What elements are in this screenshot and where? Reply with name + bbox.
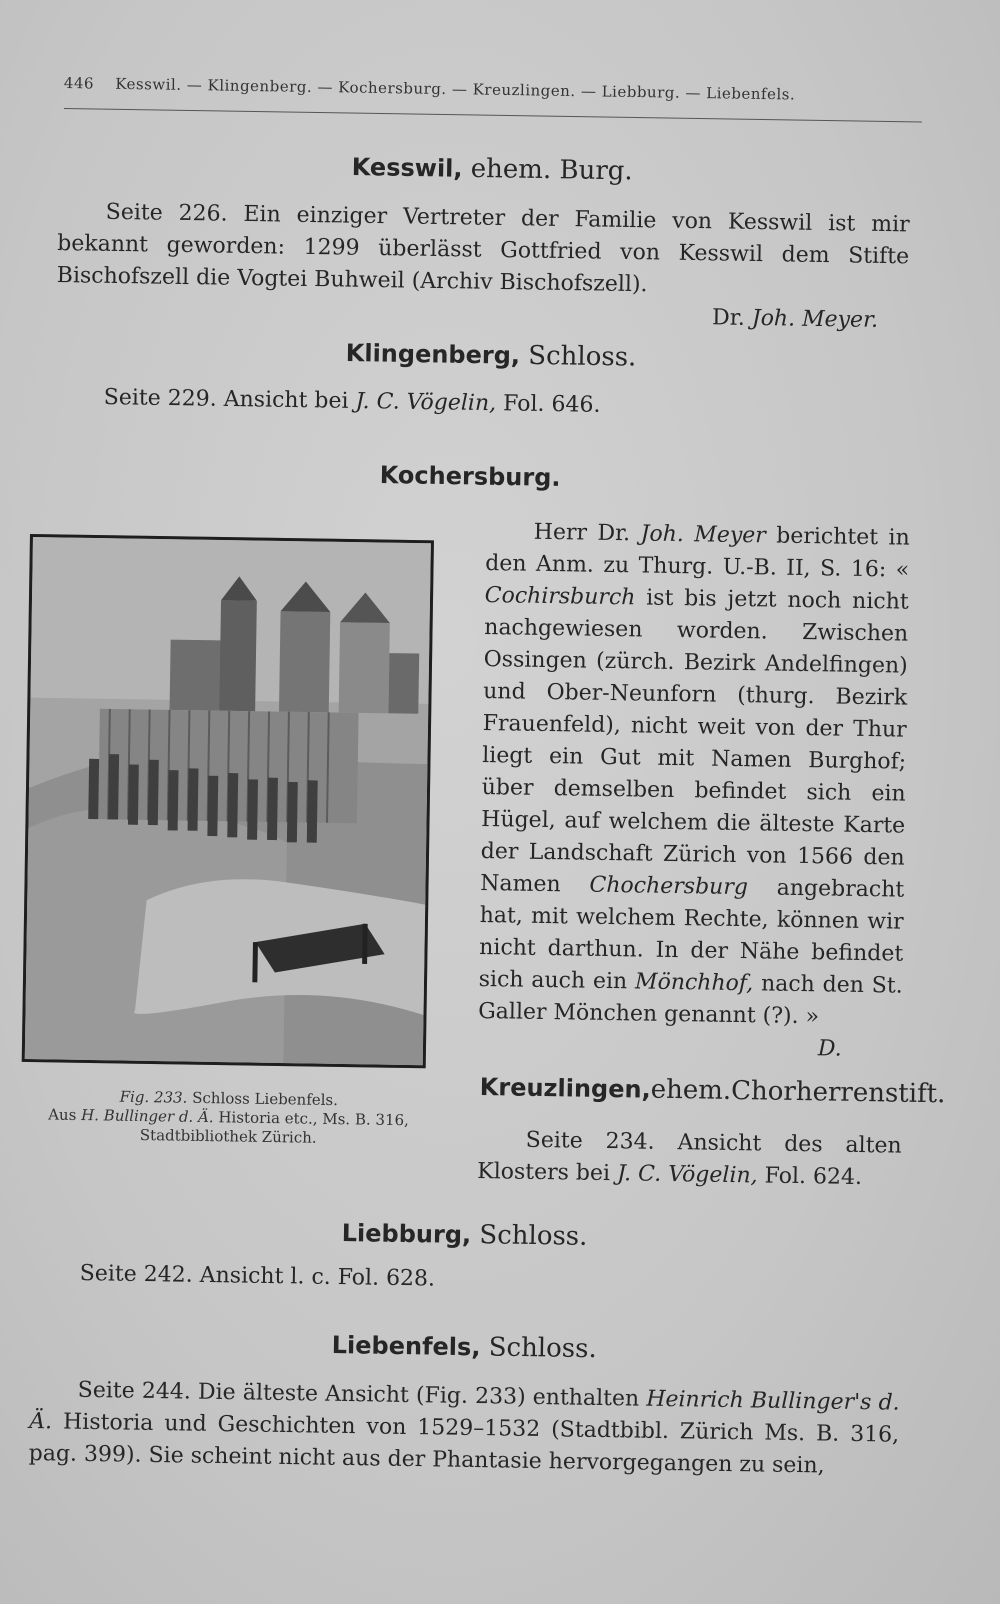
running-head-entries: Kesswil. — Klingenberg. — Kochersburg. — Kreuzlingen. — Liebburg. — Liebenfels. xyxy=(115,74,796,104)
kochersburg-signature: D. xyxy=(817,1036,842,1062)
heading-liebburg: Liebburg, Schloss. xyxy=(341,1218,588,1252)
castle-illustration xyxy=(25,537,431,1065)
heading-klingenberg: Klingenberg, Schloss. xyxy=(345,338,637,373)
section-klingenberg xyxy=(103,382,903,427)
header-rule xyxy=(64,108,922,122)
figure-liebenfels-engraving xyxy=(22,534,434,1068)
section-liebenfels xyxy=(28,1374,899,1484)
liebenfels-text: Seite 244. Die älteste Ansicht (Fig. 233) enthalten Heinrich Bullinger's d. Ä. Historia und Geschichten von 1529–1532 (Stadtbibl. Zürich Ms. B. 316, pag. 399). Sie scheint nicht aus der Phantasie hervorgegangen zu sein, xyxy=(28,1377,900,1479)
heading-kochersburg: Kochersburg. xyxy=(379,460,561,492)
section-kochersburg xyxy=(477,516,909,1067)
heading-kesswil: Kesswil, ehem. Burg. xyxy=(351,152,633,187)
page-number: 446 xyxy=(63,74,95,93)
kreuzlingen-text: Seite 234. Ansicht des alten Klosters bei J. C. Vögelin, Fol. 624. xyxy=(477,1127,902,1191)
figure-caption: Fig. 233. Schloss Liebenfels. Aus H. Bullinger d. Ä. Historia etc., Ms. B. 316, Stadtbibliothek Zürich. xyxy=(48,1087,410,1147)
section-liebburg xyxy=(79,1258,899,1303)
running-head xyxy=(64,74,924,106)
section-kesswil xyxy=(56,196,910,337)
heading-kreuzlingen: Kreuzlingen,ehem.Chorherrenstift. xyxy=(479,1072,946,1110)
heading-liebenfels: Liebenfels, Schloss. xyxy=(331,1330,597,1365)
kesswil-signature: Dr. Joh. Meyer. xyxy=(711,305,879,333)
kochersburg-text: Herr Dr. Joh. Meyer berichtet in den Anm. zu Thurg. U.-B. II, S. 16: « Cochirsburch ist bis jetzt noch nicht nachgewiesen worden. Zwischen Ossingen (zürch. Bezirk Andelfingen) und Ober-Neunforn (thurg. Bezirk Frauenfeld), nicht weit von der Thur liegt ein Gut mit Namen Burghof; über demselben befindet sich ein Hügel, auf welchem die älteste Karte der Landschaft Zürich von 1566 den Namen Chochersburg angebracht hat, mit welchem Rechte, können wir nicht darthun. In der Nähe befindet sich auch ein Mönchhof, nach den St. Galler Mönchen genannt (?). » D. xyxy=(478,516,910,1035)
klingenberg-text: Seite 229. Ansicht bei J. C. Vögelin, Fol. 646. xyxy=(103,384,601,418)
kesswil-text: Seite 226. Ein einziger Vertreter der Familie von Kesswil ist mir bekannt geworden: 1299 überlässt Gottfried von Kesswil dem Stifte Bischofszell die Vogtei Buhweil (Archiv Bischofszell). xyxy=(56,199,910,298)
section-kreuzlingen xyxy=(477,1124,902,1195)
liebburg-text: Seite 242. Ansicht l. c. Fol. 628. xyxy=(79,1260,436,1292)
